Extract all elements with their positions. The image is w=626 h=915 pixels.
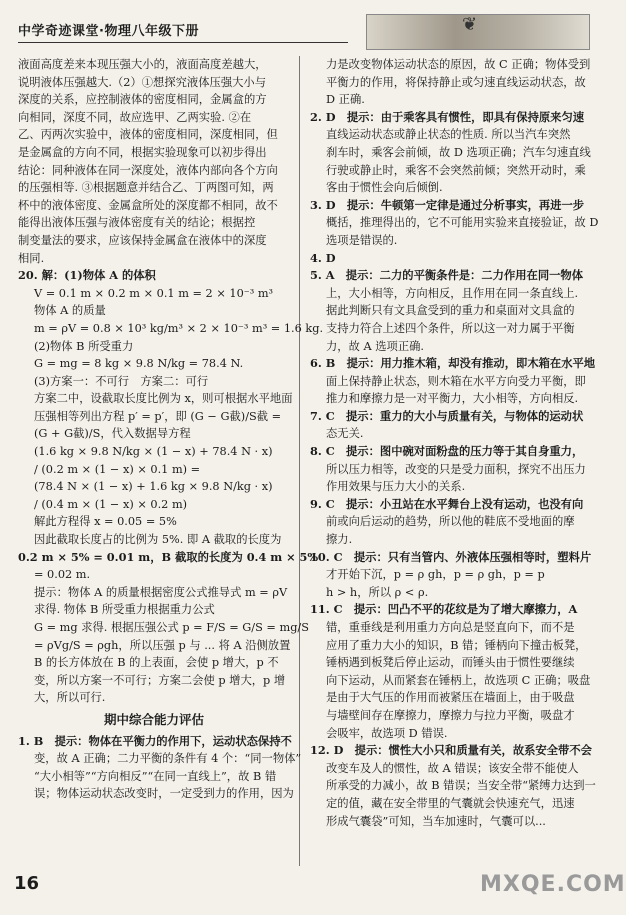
text-line: V = 0.1 m × 0.2 m × 0.1 m = 2 × 10⁻³ m³	[34, 286, 274, 300]
text-line: / (0.2 m × (1 − x) × 0.1 m) =	[34, 462, 201, 476]
text-line: 刹车时，乘客会前倾，故 D 选项正确；汽车匀速直线	[326, 145, 591, 159]
text-line: 提示：物体 A 的质量根据密度公式推导式 m = ρV	[34, 585, 288, 599]
text-line: 据此判断只有文具盒受到的重力和桌面对文具盒的	[326, 304, 575, 318]
text-line: 推力和摩擦力是一对平衡力，大小相等，方向相反.	[326, 392, 579, 406]
text-line: 力是改变物体运动状态的原因，故 C 正确；物体受到	[326, 58, 591, 71]
text-line: 才开始下沉，p = ρ gh，p = ρ gh，p = p	[326, 568, 545, 582]
book-title: 中学奇迹课堂·物理八年级下册	[18, 24, 199, 39]
text-line: 所承受的力减小，故 B 错误；当安全带“紧缚力达到一	[326, 779, 596, 793]
text-line: 锤柄遇到板凳后停止运动，而锤头由于惯性要继续	[326, 656, 575, 670]
text-line: 结论：同种液体在同一深度处，液体内部向各个方向	[18, 163, 278, 177]
text-line: 客由于惯性会向后倾倒.	[326, 181, 443, 195]
text-line: “大小相等”“方向相反”“在同一直线上”，故 B 错	[34, 769, 277, 783]
text-line: 求得. 物体 B 所受重力根据重力公式	[34, 603, 215, 617]
text-line: 10. C 提示：只有当管内、外液体压强相等时，塑料片	[310, 549, 592, 564]
text-line: 行驶或静止时，乘客不会突然前倾；突然开动时，乘	[326, 163, 586, 177]
text-line: 方案二中，设截取长度比例为 x，则可根据水平地面	[34, 392, 293, 406]
text-line: m = ρV = 0.8 × 10³ kg/m³ × 2 × 10⁻³ m³ = 1.6 kg.	[34, 321, 324, 335]
text-line: 擦力.	[326, 533, 353, 547]
text-line: 支持力符合上述四个条件，所以这一对力属于平衡	[326, 321, 575, 335]
text-line: 压强相等列出方程 p′ = p′，即 (G − G截)/S截 =	[34, 409, 282, 423]
text-line: 1. B 提示：物体在平衡力的作用下，运动状态保持不	[18, 733, 292, 748]
text-line: 9. C 提示：小丑站在水平舞台上没有运动，也没有向	[310, 496, 584, 511]
text-line: 杯中的液体密度、金属盒所处的深度都不相同，故不	[18, 198, 278, 212]
text-line: 6. B 提示：用力推木箱，却没有推动，即木箱在水平地	[310, 356, 596, 371]
page-number: 16	[14, 873, 40, 894]
text-line: 作用效果与压力大小的关系.	[326, 480, 466, 494]
text-line: 前或向后运动的趋势，所以他的鞋底不受地面的摩	[326, 515, 575, 529]
text-line: 液面高度差来本现压强大小的，液面高度差越大，	[18, 58, 267, 71]
text-line: 深度的关系，应控制液体的密度相同，金属盒的方	[18, 93, 267, 107]
text-line: 会吸牢，故选项 D 错误.	[326, 726, 448, 740]
text-line: (G + G截)/S，代入数据导方程	[34, 427, 191, 441]
text-line: 20. 解：(1)物体 A 的体积	[18, 268, 156, 283]
right-column	[310, 56, 599, 830]
text-line: 是金属盒的方向不同，根据实验现象可以初步得出	[18, 145, 267, 159]
text-line: 3. D 提示：牛顿第一定律是通过分析事实，再进一步	[310, 197, 585, 212]
text-line: 与墙壁间存在摩擦力，摩擦力与拉力平衡，吸盘才	[326, 708, 575, 722]
text-line: 大，所以可行.	[34, 691, 106, 705]
text-line: 力，故 A 选项正确.	[326, 339, 425, 353]
text-line: D 正确.	[326, 93, 365, 107]
text-line: 乙、丙两次实验中，液体的密度相同，深度相同，但	[18, 128, 278, 142]
text-line: 制变量法的要求，应该保持金属盒在液体中的深度	[18, 233, 267, 247]
text-line: = ρVg/S = ρgh，所以压强 p 与 ... 将 A 沿侧放置	[34, 638, 291, 652]
text-line: 变，故 A 正确；二力平衡的条件有 4 个：“同一物体”	[34, 752, 302, 766]
text-line: 相同.	[18, 251, 45, 265]
text-line: 改变车及人的惯性，故 A 错误；该安全带不能使人	[326, 761, 579, 775]
site-watermark: MXQE.COM	[480, 872, 626, 897]
text-line: 向相同，深度不同，故应选甲、乙两实验. ②在	[18, 110, 252, 124]
text-line: 上，大小相等，方向相反，且作用在同一条直线上.	[326, 286, 579, 300]
text-line: 解此方程得 x = 0.05 = 5%	[34, 515, 177, 529]
text-line: 概括，推理得出的，它不可能用实验来直接验证，故 D	[326, 216, 599, 230]
text-line: (3)方案一：不可行 方案二：可行	[34, 374, 209, 388]
text-line: 形成气囊袋”可知，当车加速时，气囊可以...	[326, 814, 546, 828]
text-line: 是由于大气压的作用而被紧压在墙面上，由于吸盘	[326, 691, 575, 705]
text-line: 物体 A 的质量	[34, 304, 106, 318]
page-header	[0, 0, 600, 50]
header-rule	[18, 42, 348, 43]
text-line: (78.4 N × (1 − x) + 1.6 kg × 9.8 N/kg · x)	[34, 480, 273, 494]
text-line: 变，所以方案一不可行；方案二会使 p 增大，p 增	[34, 673, 286, 687]
text-line: 说明液体压强越大.（2）①想探究液体压强大小与	[18, 75, 267, 89]
text-line: 8. C 提示：图中碗对面粉盘的压力等于其自身重力，	[310, 444, 584, 459]
text-line: 应用了重力大小的知识，B 错；锤柄向下撞击板凳，	[326, 638, 587, 652]
text-line: 4. D	[310, 250, 336, 265]
text-line: 因此截取长度占的比例为 5%. 即 A 截取的长度为	[34, 533, 282, 547]
text-line: 平衡力的作用，将保持静止或匀速直线运动状态，故	[326, 75, 586, 89]
section-title: 期中综合能力评估	[103, 711, 204, 727]
text-line: 5. A 提示：二力的平衡条件是：二力作用在同一物体	[310, 268, 584, 283]
text-line: 误；物体运动状态改变时，一定受到力的作用，因为	[34, 787, 294, 801]
right-column-text	[310, 56, 599, 830]
text-line: 12. D 提示：惯性大小只和质量有关，故系安全带不会	[310, 743, 592, 758]
text-line: 态无关.	[326, 427, 364, 441]
text-line: 直线运动状态或静止状态的性质. 所以当汽车突然	[326, 128, 571, 142]
text-line: 7. C 提示：重力的大小与质量有关，与物体的运动状	[310, 408, 584, 423]
column-divider	[299, 56, 300, 866]
text-line: 能得出液体压强与液体密度有关的结论；根据控	[18, 216, 256, 230]
text-line: / (0.4 m × (1 − x) × 0.2 m)	[34, 497, 188, 511]
text-line: (1.6 kg × 9.8 N/kg × (1 − x) + 78.4 N · x)	[34, 445, 273, 459]
butterfly-icon: ❦	[462, 14, 478, 35]
text-line: h > h，所以 ρ < ρ.	[326, 585, 429, 599]
text-line: 2. D 提示：由于乘客具有惯性，即具有保持原来匀速	[310, 109, 585, 124]
text-line: B 的长方体放在 B 的上表面，会使 p 增大，p 不	[34, 656, 279, 670]
text-line: G = mg 求得. 根据压强公式 p = F/S = G/S = mg/S	[34, 621, 309, 634]
text-line: 面上保持静止状态，则木箱在水平方向受力平衡，即	[326, 374, 586, 388]
text-line: 定的值，藏在安全带里的气囊就会快速充气，迅速	[326, 796, 575, 810]
text-line: 0.2 m × 5% = 0.01 m，B 截取的长度为 0.4 m × 5%	[18, 549, 319, 564]
header-decoration	[366, 14, 590, 50]
text-line: 错，重垂线是利用重力方向总是竖直向下，而不是	[326, 621, 575, 634]
text-line: (2)物体 B 所受重力	[34, 339, 134, 353]
text-line: 的压强相等. ③根据题意并结合乙、丁两图可知，两	[18, 181, 274, 195]
text-line: 所以压力相等，改变的只是受力面积，探究不出压力	[326, 462, 586, 476]
text-line: 向下运动，从而紧套在锤柄上，故选项 C 正确；吸盘	[326, 673, 591, 687]
text-line: 11. C 提示：凹凸不平的花纹是为了增大摩擦力，A	[310, 602, 578, 617]
left-column-tail	[18, 733, 302, 803]
text-line: 选项是错误的.	[326, 233, 398, 247]
text-line: = 0.02 m.	[34, 568, 91, 582]
text-line: G = mg = 8 kg × 9.8 N/kg = 78.4 N.	[34, 357, 244, 371]
